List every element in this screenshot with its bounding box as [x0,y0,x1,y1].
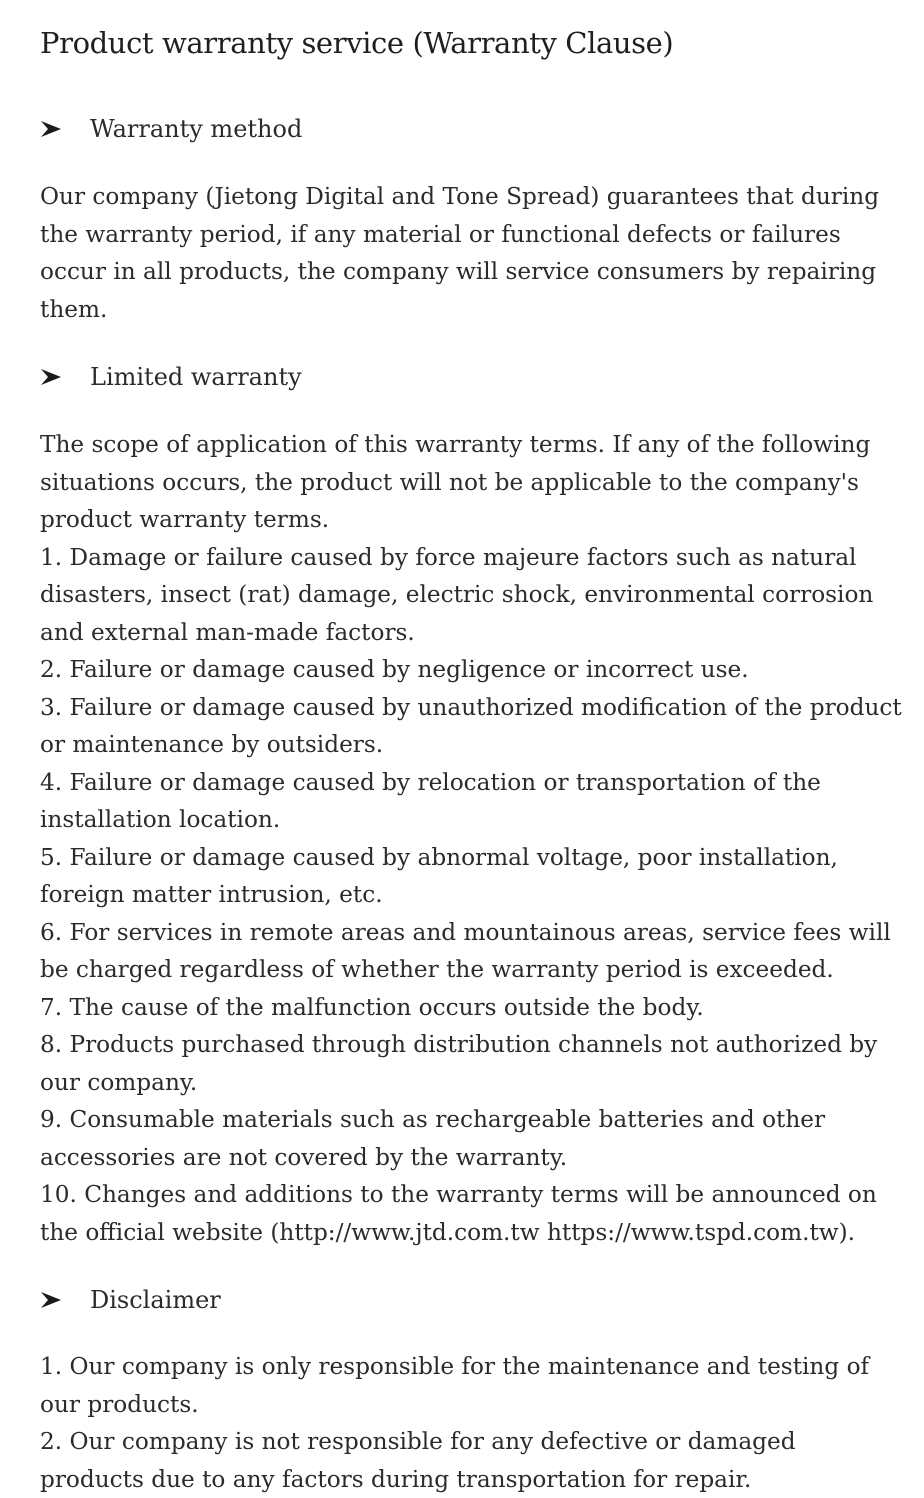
list-item: 4. Failure or damage caused by relocation or transportation of the installation location. [40,768,821,833]
section-heading-label: Warranty method [90,115,303,143]
section-heading-disclaimer [40,1281,902,1319]
list-item: 1. Our company is only responsible for the maintenance and testing of our products. [40,1353,870,1418]
section-heading-limited-warranty [40,358,902,396]
list-item: 2. Our company is not responsible for any defective or damaged products due to any factors during transportation for repair. [40,1428,796,1493]
list-item: 3. Failure or damage caused by unauthorized modification of the product or maintenance by outsiders. [40,693,902,758]
section-heading-warranty-method [40,110,902,148]
list-item: 9. Consumable materials such as rechargeable batteries and other accessories are not covered by the warranty. [40,1106,826,1171]
disclaimer-list [40,1348,902,1498]
list-item: 1. Damage or failure caused by force majeure factors such as natural disasters, insect (rat) damage, electric shock, environmental corrosion and external man-made factors. [40,543,874,646]
section-heading-label: Disclaimer [90,1286,221,1314]
limited-warranty-intro: The scope of application of this warranty terms. If any of the following situations occurs, the product will not be applicable to the company's product warranty terms. [40,431,871,533]
page-title: Product warranty service (Warranty Clause) [40,26,674,60]
list-item: 5. Failure or damage caused by abnormal voltage, poor installation, foreign matter intrusion, etc. [40,843,838,908]
section-heading-label: Limited warranty [90,363,302,391]
arrowhead-bullet-icon [40,1291,90,1309]
arrowhead-bullet-icon [40,120,90,138]
list-item: 6. For services in remote areas and mountainous areas, service fees will be charged regardless of whether the warranty period is exceeded. [40,918,891,983]
arrowhead-bullet-icon [40,368,90,386]
list-item: 10. Changes and additions to the warranty terms will be announced on the official website (http://www.jtd.com.tw https://www.tspd.com.tw). [40,1181,877,1246]
warranty-method-paragraph: Our company (Jietong Digital and Tone Spread) guarantees that during the warranty period, if any material or functional defects or failures occur in all products, the company will service consumers by repairing them. [40,183,880,323]
list-item: 7. The cause of the malfunction occurs outside the body. [40,993,704,1021]
list-item: 8. Products purchased through distribution channels not authorized by our company. [40,1031,878,1096]
limited-warranty-list [40,539,902,1252]
list-item: 2. Failure or damage caused by negligence or incorrect use. [40,656,749,683]
